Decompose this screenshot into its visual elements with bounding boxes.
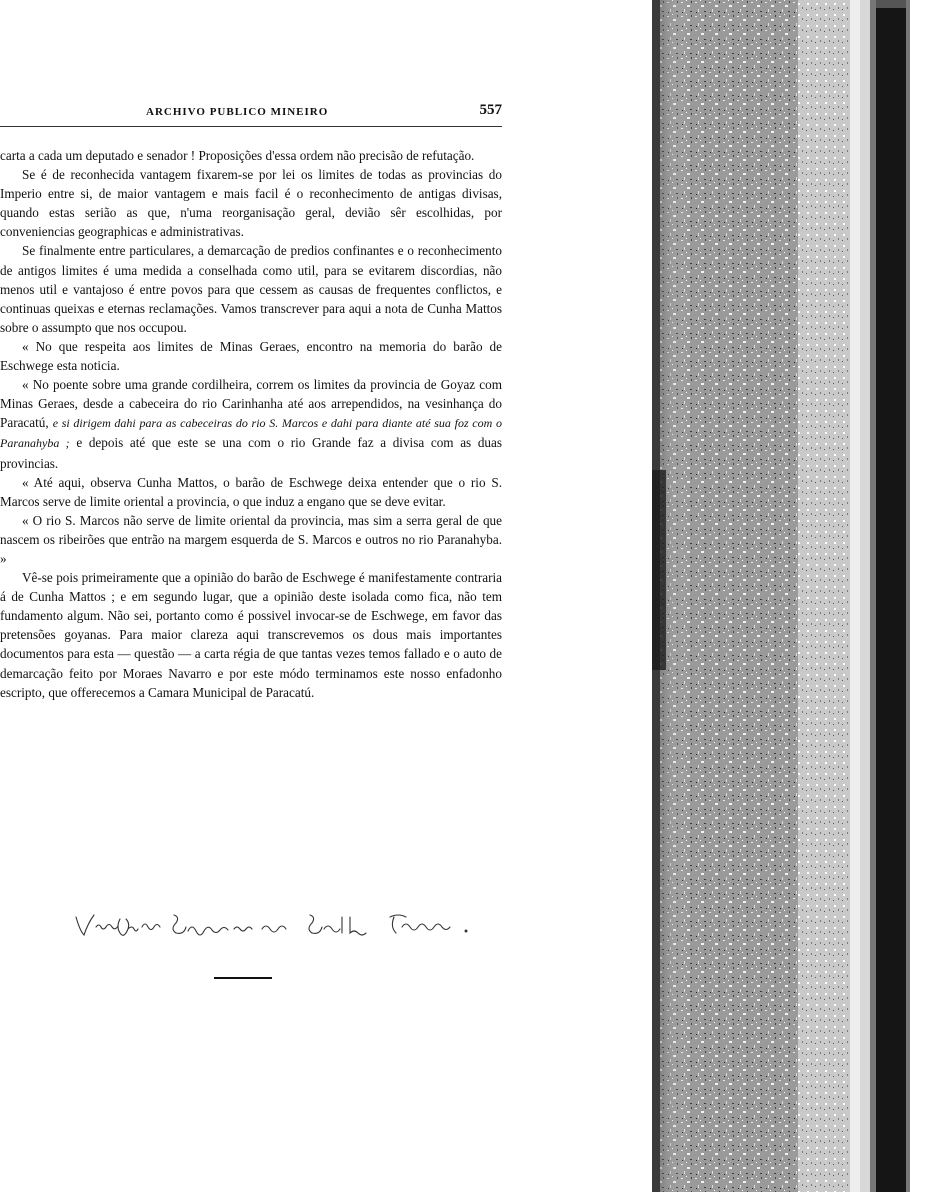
paragraph: Se finalmente entre particulares, a demarcação de predios confinantes e o reconhecimento de antigos limites é uma medida a conselhada como util, para se evitarem discordias, não menos util e vantajoso é entre povos para que cessem as causas de frequentes conflictos, e continuas queixas e eternas reclamações. Vamos transcrever para aqui a nota de Cunha Mattos sobre o assumpto que nos occupou.: [0, 243, 502, 335]
page-number: 557: [479, 102, 502, 118]
italic-quotation: e si dirigem dahi para as cabeceiras do rio S. Marcos e dahi para diante até sua foz com o Paranahyba ;: [0, 416, 502, 451]
paragraph: « Até aqui, observa Cunha Mattos, o barão de Eschwege deixa entender que o rio S. Marcos serve de limite oriental a provincia, o que induz a engano que se deve evitar.: [0, 474, 502, 509]
paragraph: Vê-se pois primeiramente que a opinião do barão de Eschwege é manifestamente contraria á de Cunha Mattos ; e em segundo lugar, que a opinião deste isolada como fica, não tem fundamento algum. Não sei, portanto como é possivel invocar-se de Eschwege, em favor das pretensões goyanas. Para maior clareza aqui transcrevemos os dous mais importantes documentos para esta — questão — a carta régia de que tantas vezes temos fallado e o auto de demarcação feito por Moraes Navarro e por este módo terminamos este nosso enfadonho escripto, que offerecemos a Camara Municipal de Paracatú.: [0, 570, 502, 700]
paragraph: « O rio S. Marcos não serve de limite oriental da provincia, mas sim a serra geral de que nascem os ribeirões que entrão na margem esquerda de S. Marcos e outros no rio Paranahyba. »: [0, 512, 502, 566]
paragraph: Se é de reconhecida vantagem fixarem-se por lei os limites de todas as provincias do Imperio entre si, de maior vantagem e mais facil é o reconhecimento de antigas divisas, quando estas serião as que, n'uma reorganisação geral, devião sêr escolhidas, por conveniencias geographicas e administrativas.: [0, 167, 502, 240]
running-header: [0, 102, 502, 124]
closing-rule: [214, 977, 272, 979]
header-rule: [0, 126, 502, 127]
paragraph: carta a cada um deputado e senador ! Proposições d'essa ordem não precisão de refutação.: [0, 148, 475, 163]
spine-texture: [652, 0, 931, 1192]
paragraph-segment: e depois até que este se una com o rio Grande faz a divisa com as duas provincias.: [0, 435, 503, 471]
journal-title: ARCHIVO PUBLICO MINEIRO: [146, 106, 329, 118]
handwritten-signature: [70, 905, 490, 945]
book-spine-edge: [652, 0, 931, 1192]
paragraph: « No que respeita aos limites de Minas Geraes, encontro na memoria do barão de Eschwege esta noticia.: [0, 338, 502, 374]
paragraph-segment: « No poente sobre uma grande cordilheira, correm os limites da provincia de Goyaz com Minas Geraes, desde a cabeceira do rio Carinhanha até aos arrependidos, na vesinhança do Paracatú,: [0, 377, 502, 431]
body-text: [0, 146, 502, 702]
paragraph: [0, 375, 502, 472]
